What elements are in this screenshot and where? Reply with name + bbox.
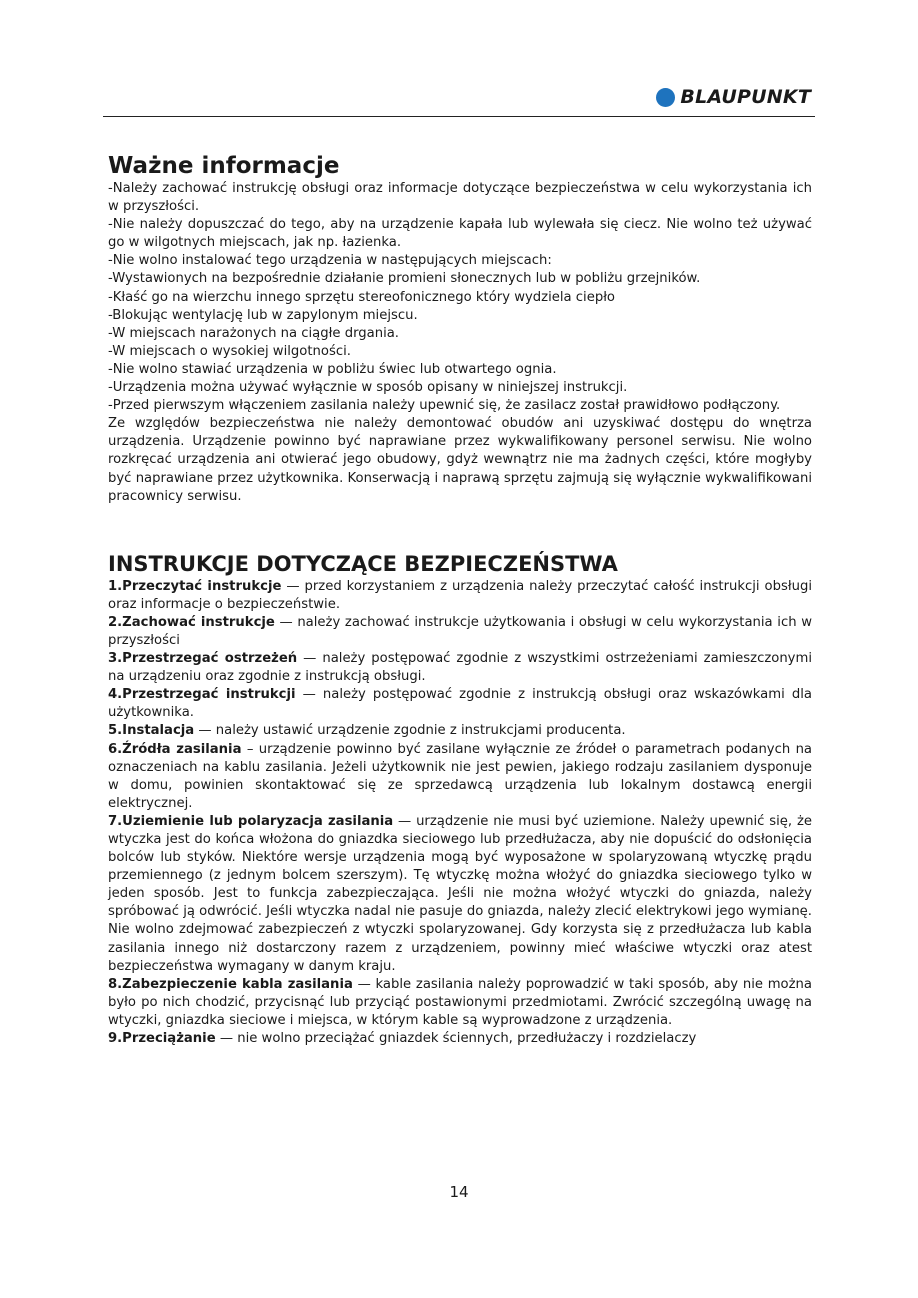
safety-item bbox=[108, 976, 812, 1030]
safety-item-text: — należy ustawić urządzenie zgodnie z instrukcjami producenta. bbox=[194, 723, 626, 739]
safety-item-text: – urządzenie powinno być zasilane wyłącznie ze źródeł o parametrach podanych na oznaczeniach na kablu zasilania. Jeżeli użytkownik nie jest pewien, jakiego rodzaju zasilaniem dysponuje w domu, powinien skontaktować się ze sprzedawcą urządzenia lub lokalnym dostawcą energii elektrycznej. bbox=[108, 741, 813, 811]
safety-item-label: 6.Źródła zasilania bbox=[108, 741, 242, 757]
info-paragraph: -Nie wolno instalować tego urządzenia w następujących miejscach: bbox=[108, 253, 552, 269]
safety-item-label: 2.Zachować instrukcje bbox=[108, 614, 275, 630]
safety-item-label: 8.Zabezpieczenie kabla zasilania bbox=[108, 976, 353, 992]
safety-item-text: — przed korzystaniem z urządzenia należy przeczytać całość instrukcji obsługi oraz informacje o bezpieczeństwie. bbox=[108, 578, 812, 612]
info-paragraph: -W miejscach narażonych na ciągłe drgania. bbox=[108, 325, 399, 341]
page-header bbox=[103, 80, 815, 117]
brand-name: BLAUPUNKT bbox=[680, 86, 811, 108]
important-info-body bbox=[108, 180, 812, 506]
safety-item bbox=[108, 578, 812, 614]
info-paragraph: -Przed pierwszym włączeniem zasilania należy upewnić się, że zasilacz został prawidłowo podłączony. bbox=[108, 398, 781, 414]
safety-item bbox=[108, 722, 812, 740]
safety-item-text: — urządzenie nie musi być uziemione. Należy upewnić się, że wtyczka jest do końca włożona do gniazdka sieciowego lub przedłużacza, aby nie dopuścić do odsłonięcia bolców lub styków. Niektóre wersje urządzenia mogą być wyposażone w spolaryzowaną wtyczkę prądu przemiennego (z jednym bolcem szerszym). Tę wtyczkę można włożyć do gniazdka sieciowego tylko w jeden sposób. Jest to funkcja zabezpieczająca. Jeśli nie można włożyć wtyczki do gniazda, należy spróbować ją odwrócić. Jeśli wtyczka nadal nie pasuje do gniazda, należy zlecić elektrykowi jego wymianę. Nie wolno zdejmować zabezpieczeń z wtyczki spolaryzowanej. Gdy korzysta się z przedłużacza lub kabla zasilania innego niż dostarczony razem z urządzeniem, powinny mieć właściwe wtyczki oraz atest bezpieczeństwa wymagany w danym kraju. bbox=[108, 813, 812, 974]
safety-item-text: — należy postępować zgodnie z wszystkimi ostrzeżeniami zamieszczonymi na urządzeniu oraz zgodnie z instrukcją obsługi. bbox=[108, 651, 812, 685]
section-title-safety-instructions: INSTRUKCJE DOTYCZĄCE BEZPIECZEŃSTWA bbox=[108, 551, 618, 576]
info-paragraph: -Blokując wentylację lub w zapylonym miejscu. bbox=[108, 307, 418, 323]
brand-dot-icon bbox=[656, 88, 675, 107]
info-paragraph: -Nie wolno stawiać urządzenia w pobliżu świec lub otwartego ognia. bbox=[108, 361, 557, 377]
safety-item-text: — należy zachować instrukcje użytkowania i obsługi w celu wykorzystania ich w przyszłości bbox=[108, 614, 812, 648]
safety-instructions-body bbox=[108, 578, 812, 1048]
info-paragraph: -Urządzenia można używać wyłącznie w sposób opisany w niniejszej instrukcji. bbox=[108, 380, 628, 396]
info-paragraph: -Należy zachować instrukcję obsługi oraz informacje dotyczące bezpieczeństwa w celu wykorzystania ich w przyszłości. bbox=[108, 181, 812, 215]
safety-item bbox=[108, 741, 812, 813]
page-number: 14 bbox=[449, 1183, 469, 1201]
safety-item bbox=[108, 650, 812, 686]
safety-item-text: — kable zasilania należy poprowadzić w taki sposób, aby nie można było po nich chodzić, przycisnąć lub przyciąć postawionymi przedmiotami. Zwrócić szczególną uwagę na wtyczki, gniazdka sieciowe i miejsca, w którym kable są wyprowadzone z urządzenia. bbox=[108, 976, 812, 1028]
section-spacer bbox=[108, 506, 812, 550]
safety-item bbox=[108, 1030, 812, 1048]
safety-item bbox=[108, 614, 812, 650]
info-paragraph: -W miejscach o wysokiej wilgotności. bbox=[108, 343, 351, 359]
info-paragraph: -Wystawionych na bezpośrednie działanie promieni słonecznych lub w pobliżu grzejników. bbox=[108, 271, 701, 287]
safety-item-text: — nie wolno przeciążać gniazdek ściennych, przedłużaczy i rozdzielaczy bbox=[215, 1031, 697, 1047]
section-title-important-info: Ważne informacje bbox=[108, 153, 340, 179]
safety-item-label: 5.Instalacja bbox=[108, 723, 195, 739]
safety-item-label: 1.Przeczytać instrukcje bbox=[108, 578, 282, 594]
info-paragraph: -Kłaść go na wierzchu innego sprzętu stereofonicznego który wydziela ciepło bbox=[108, 289, 616, 305]
safety-item-label: 9.Przeciążanie bbox=[108, 1031, 216, 1047]
safety-item-label: 3.Przestrzegać ostrzeżeń bbox=[108, 651, 298, 667]
info-paragraph: Ze względów bezpieczeństwa nie należy demontować obudów ani uzyskiwać dostępu do wnętrza urządzenia. Urządzenie powinno być naprawiane przez wykwalifikowany personel serwisu. Nie wolno rozkręcać urządzenia ani otwierać jego obudowy, gdyż wewnątrz nie ma żadnych części, które mogłyby być naprawiane przez użytkownika. Konserwacją i naprawą sprzętu zajmują się wyłącznie wykwalifikowani pracownicy serwisu. bbox=[108, 416, 812, 504]
info-paragraph: -Nie należy dopuszczać do tego, aby na urządzenie kapała lub wylewała się ciecz. Nie wolno też używać go w wilgotnych miejscach, jak np. łazienka. bbox=[108, 217, 812, 251]
safety-item-label: 4.Przestrzegać instrukcji bbox=[108, 687, 296, 703]
safety-item-label: 7.Uziemienie lub polaryzacja zasilania bbox=[108, 813, 394, 829]
safety-item bbox=[108, 813, 812, 976]
brand-logo bbox=[656, 86, 811, 108]
safety-item bbox=[108, 686, 812, 722]
page-content bbox=[108, 152, 812, 1048]
safety-item-text: — należy postępować zgodnie z instrukcją obsługi oraz wskazówkami dla użytkownika. bbox=[108, 687, 812, 721]
